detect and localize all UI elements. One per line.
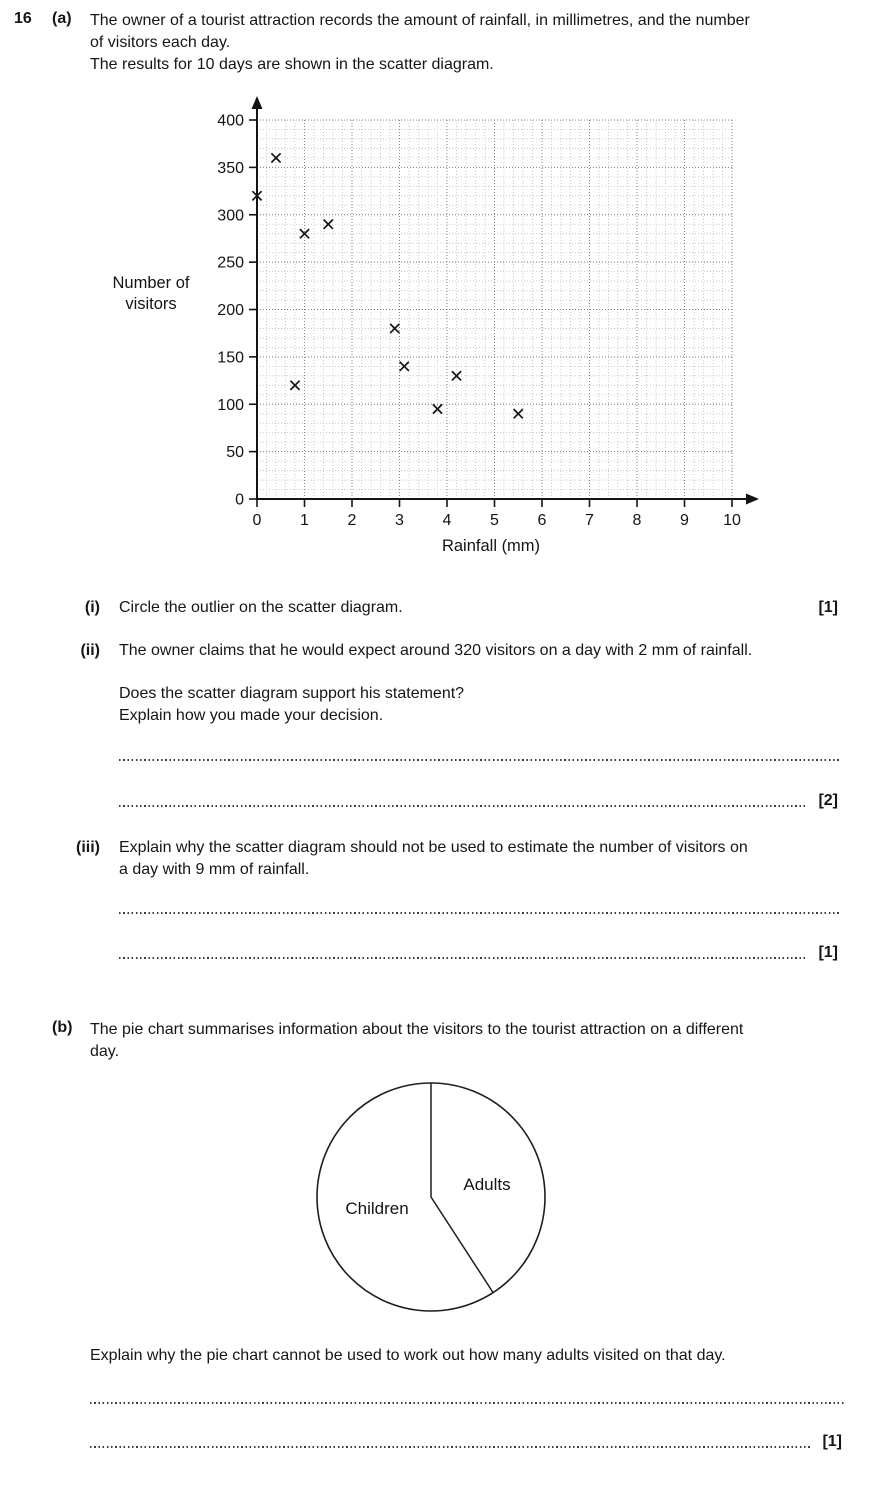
- x-tick-label: 7: [585, 512, 594, 529]
- question-iii: [0, 837, 880, 881]
- question-ii-support: [0, 683, 880, 705]
- question-iii-marks: [1]: [818, 944, 838, 961]
- question-ii-claim: The owner claims that he would expect around 320 visitors on a day with 2 mm of rainfall.: [119, 642, 753, 659]
- x-tick-label: 4: [442, 512, 452, 529]
- y-tick-label: 0: [235, 491, 244, 509]
- question-i: [0, 597, 880, 619]
- y-tick-label: 200: [217, 302, 244, 319]
- question-iii-label: (iii): [76, 839, 100, 856]
- part-a-intro-line-3: The results for 10 days are shown in the scatter diagram.: [90, 56, 494, 73]
- x-tick-label: 3: [395, 512, 404, 529]
- y-tick-label: 150: [217, 349, 244, 367]
- part-b-prompt: Explain why the pie chart cannot be used to work out how many adults visited on that day.: [90, 1347, 726, 1364]
- answer-line: [119, 759, 840, 761]
- answer-line: [119, 912, 840, 914]
- part-b-intro-text: [90, 1019, 848, 1063]
- scatter-point: [390, 324, 399, 333]
- y-axis-arrow-icon: [252, 96, 263, 109]
- answer-line: [119, 957, 808, 959]
- pie-chart: [305, 1076, 565, 1318]
- part-b-marks: [1]: [822, 1433, 842, 1450]
- y-tick-label: 400: [217, 112, 244, 130]
- scatter-chart: [90, 93, 780, 559]
- question-ii-support-text: Does the scatter diagram support his statement?: [119, 685, 465, 702]
- question-iii-line-1: Explain why the scatter diagram should not be used to estimate the number of visitors on: [119, 839, 748, 856]
- part-a-label: (a): [52, 10, 72, 27]
- pie-divider: [431, 1197, 493, 1293]
- question-ii: [0, 640, 880, 662]
- x-tick-label: 8: [632, 512, 642, 529]
- y-axis-title: visitors: [125, 295, 177, 313]
- x-tick-label: 0: [252, 512, 262, 529]
- question-i-label: (i): [84, 599, 100, 616]
- x-tick-label: 10: [723, 512, 741, 529]
- y-tick-label: 350: [217, 159, 244, 177]
- question-iii-text: [119, 837, 818, 881]
- question-ii-marks: [2]: [818, 792, 838, 809]
- grid: [257, 120, 732, 499]
- x-axis-arrow-icon: [746, 494, 759, 505]
- question-i-text: Circle the outlier on the scatter diagram.: [119, 599, 403, 616]
- part-a-intro-line-2: of visitors each day.: [90, 34, 231, 51]
- question-number: 16: [14, 10, 32, 27]
- question-ii-explain: [0, 705, 880, 727]
- part-b-intro-line-2: day.: [90, 1043, 120, 1060]
- pie-slice-label: Children: [345, 1199, 409, 1218]
- scatter-point: [324, 220, 333, 229]
- y-tick-label: 300: [217, 207, 244, 225]
- question-ii-explain-text: Explain how you made your decision.: [119, 707, 384, 724]
- x-axis-title: Rainfall (mm): [441, 537, 541, 555]
- y-tick-label: 100: [217, 396, 244, 414]
- part-a-intro-line-1: The owner of a tourist attraction records the amount of rainfall, in millimetres, and the number: [90, 12, 750, 29]
- part-a-intro: [0, 10, 880, 76]
- part-a-intro-text: [90, 10, 848, 76]
- x-tick-label: 2: [347, 512, 357, 529]
- y-axis-title: Number of: [112, 274, 190, 292]
- part-b-label: (b): [52, 1019, 73, 1036]
- answer-line: [90, 1446, 812, 1448]
- question-iii-line-2: a day with 9 mm of rainfall.: [119, 861, 310, 878]
- scatter-point: [300, 229, 309, 238]
- answer-line: [119, 805, 808, 807]
- part-b-intro: [0, 1019, 880, 1063]
- y-tick-label: 250: [217, 254, 244, 272]
- x-tick-label: 9: [680, 512, 689, 529]
- answer-line: [90, 1402, 845, 1404]
- y-tick-label: 50: [226, 444, 244, 462]
- scatter-point: [290, 381, 299, 390]
- part-b-intro-line-1: The pie chart summarises information about the visitors to the tourist attraction on a different: [90, 1021, 744, 1038]
- question-i-marks: [1]: [818, 599, 838, 616]
- x-tick-label: 5: [490, 512, 499, 529]
- x-tick-label: 1: [300, 512, 309, 529]
- x-tick-label: 6: [537, 512, 547, 529]
- pie-slice-label: Adults: [463, 1175, 511, 1194]
- question-ii-label: (ii): [80, 642, 100, 659]
